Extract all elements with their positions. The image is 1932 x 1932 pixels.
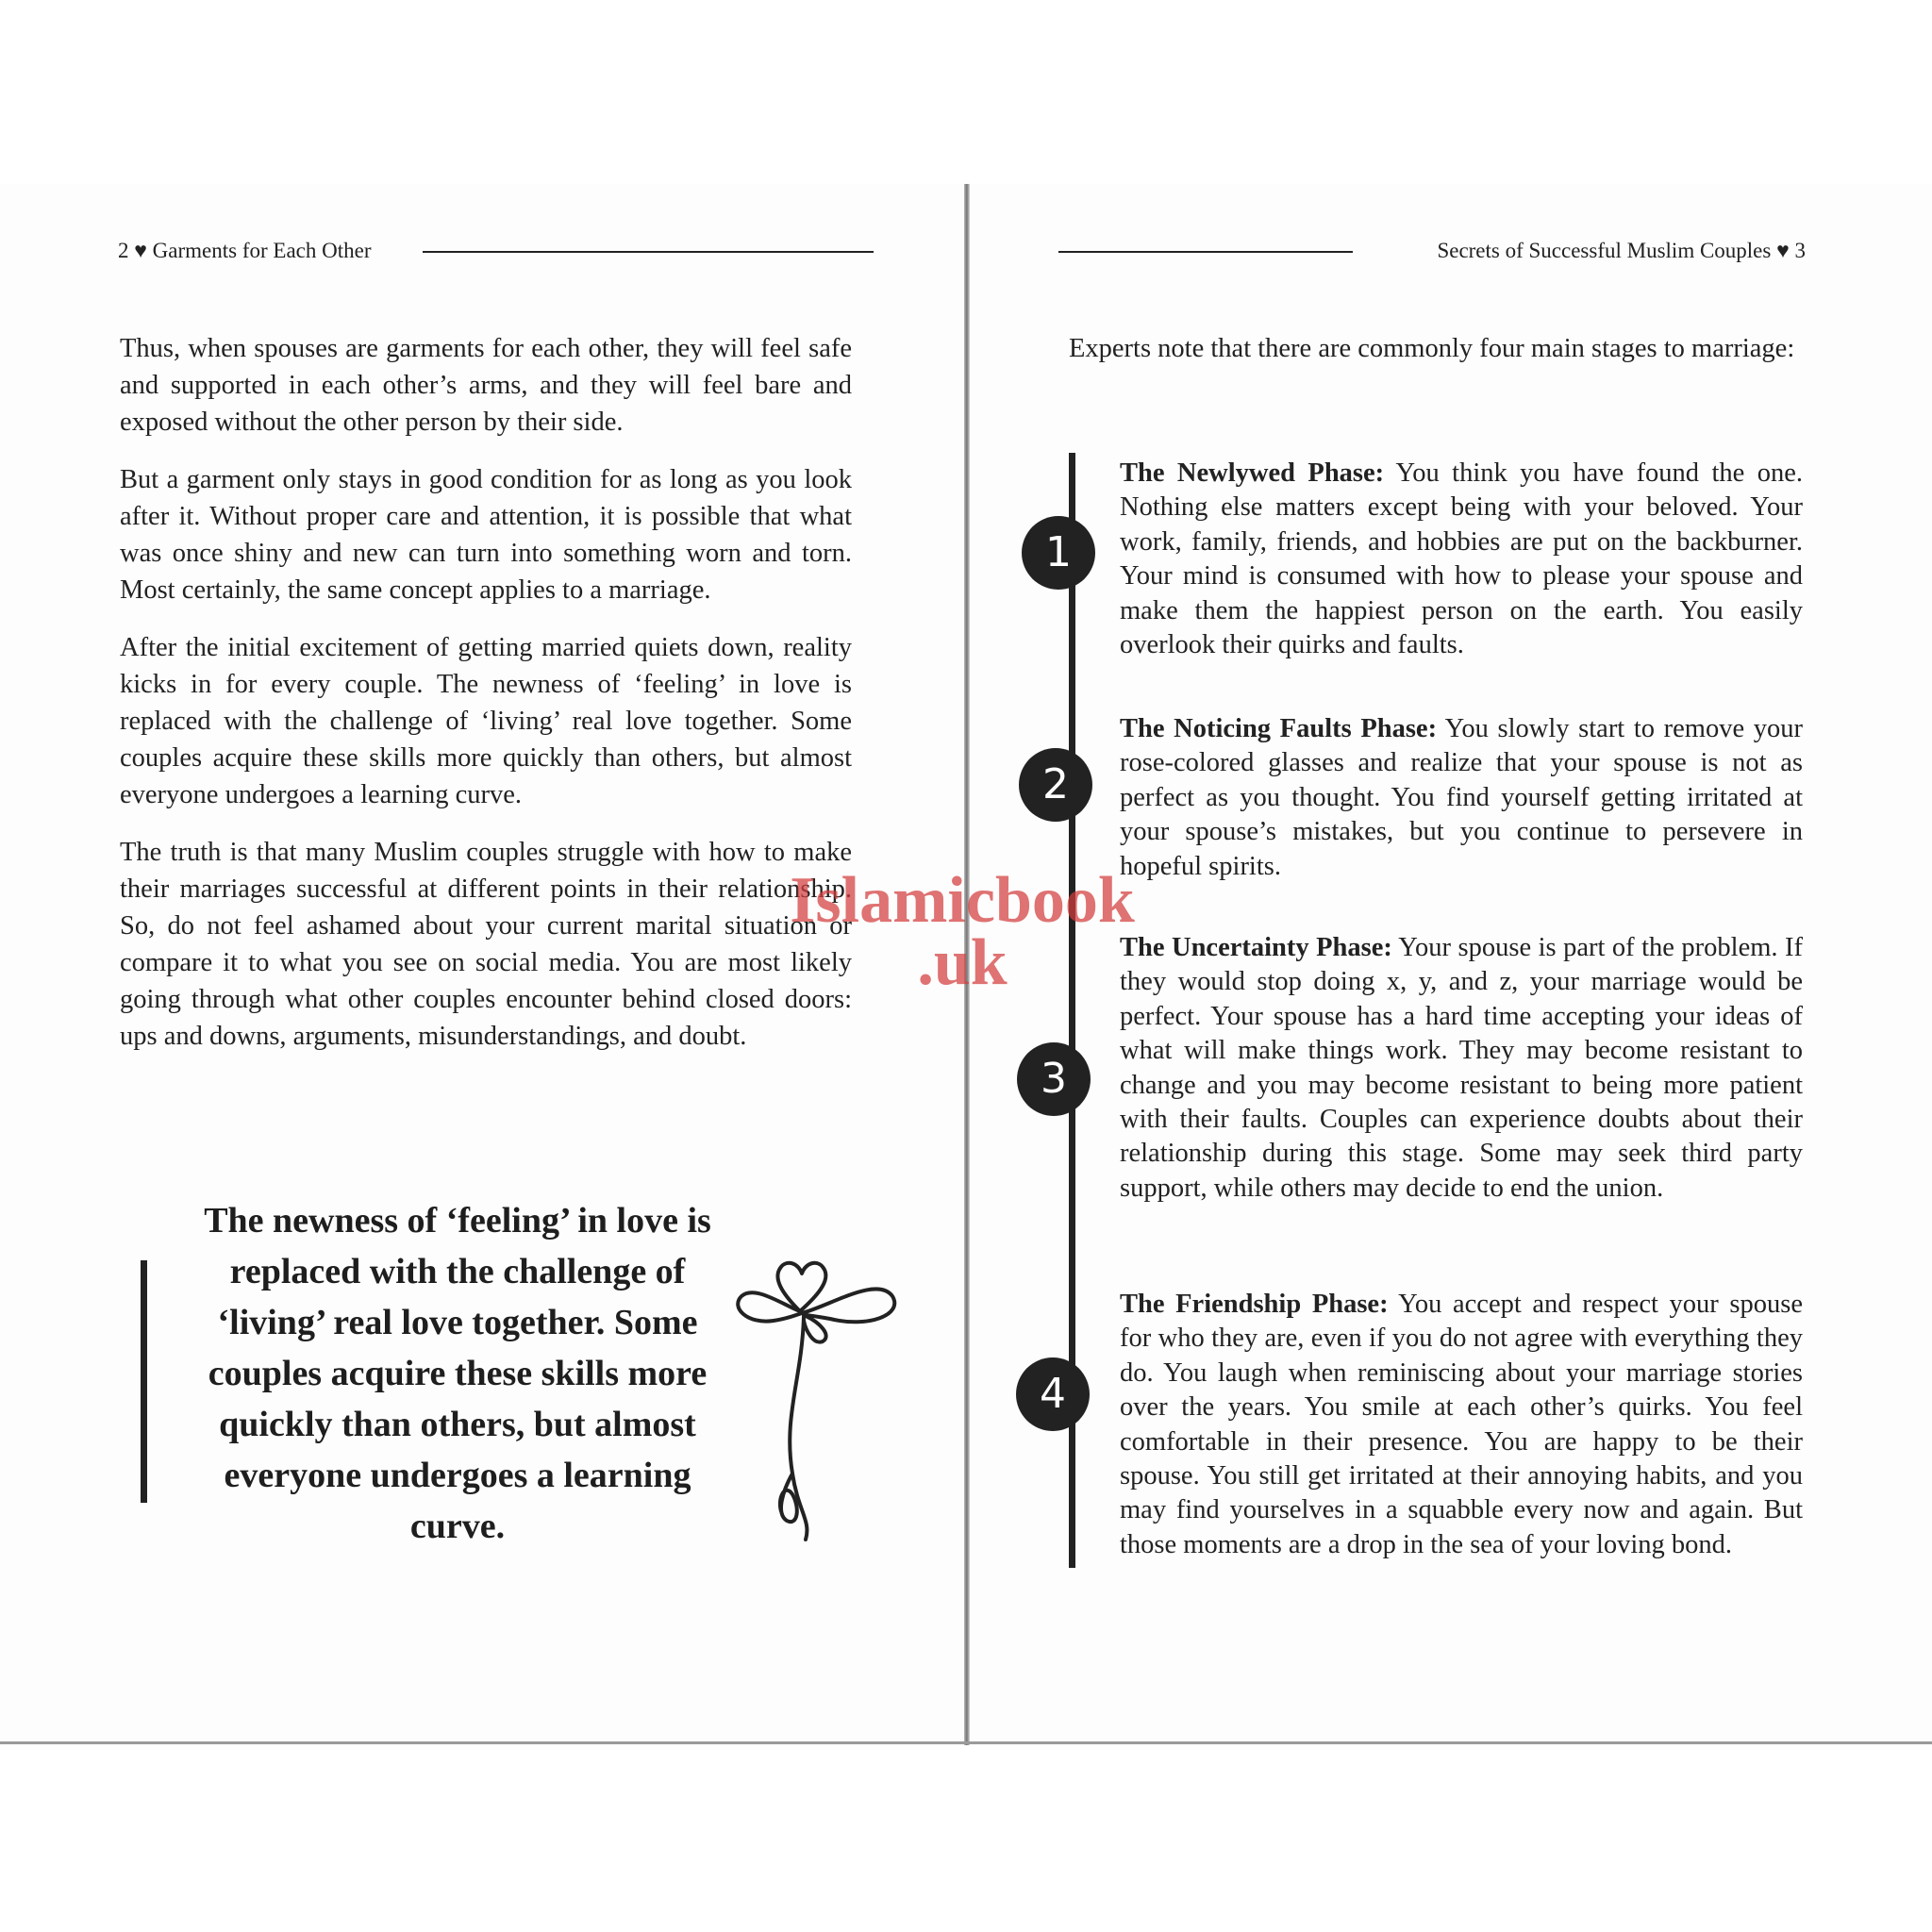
right-page-number: 3 bbox=[1794, 239, 1806, 262]
watermark-line: .uk bbox=[917, 926, 1008, 999]
phase-item bbox=[1120, 457, 1803, 662]
watermark-line: Islamicbook bbox=[790, 864, 1135, 937]
pull-quote-bar bbox=[141, 1260, 147, 1503]
phase-title: The Newlywed Phase: bbox=[1120, 458, 1385, 488]
phase-title: The Noticing Faults Phase: bbox=[1120, 714, 1438, 743]
heart-icon: ♥ bbox=[1776, 239, 1790, 262]
right-page-header bbox=[1437, 239, 1806, 263]
phase-number-badge: 4 bbox=[1016, 1357, 1090, 1431]
heart-flower-icon bbox=[726, 1238, 906, 1558]
pull-quote: The newness of ‘feeling’ in love is replaced with the challenge of ‘living’ real love together. Some couples acquire these skills more quickly than others, but almost everyone undergoes a learning curve. bbox=[204, 1201, 711, 1546]
paragraph: After the initial excitement of getting married quiets down, reality kicks in for every couple. The newness of ‘feeling’ in love is replaced with the challenge of ‘living’ real love together. Some couples acquire these skills more quickly than others, but almost everyone undergoes a learning curve. bbox=[120, 633, 852, 809]
paragraph: Thus, when spouses are garments for each other, they will feel safe and supported in each other’s arms, and they will feel bare and exposed without the other person by their side. bbox=[120, 334, 852, 437]
watermark bbox=[774, 864, 1151, 999]
heart-icon: ♥ bbox=[134, 239, 147, 262]
phase-number-badge: 1 bbox=[1022, 516, 1095, 590]
left-page-number: 2 bbox=[118, 239, 129, 262]
left-header-title: Garments for Each Other bbox=[152, 239, 372, 262]
phase-text: Your spouse is part of the problem. If they would stop doing x, y, and z, your marriage would be perfect. Your spouse has a hard time accepting your ideas of what will make things work. They may become resistant to change and you may become resistant to being more patient with their faults. Couples can experience doubts about their relationship during this stage. Some may seek third party support, while others may decide to end the union. bbox=[1120, 933, 1803, 1203]
phase-item bbox=[1120, 931, 1803, 1206]
right-header-rule bbox=[1058, 251, 1353, 253]
right-header-title: Secrets of Successful Muslim Couples bbox=[1437, 239, 1772, 262]
phase-title: The Uncertainty Phase: bbox=[1120, 933, 1392, 962]
phase-number-badge: 2 bbox=[1019, 748, 1092, 822]
left-page-header bbox=[118, 239, 371, 263]
phase-number-badge: 3 bbox=[1017, 1042, 1091, 1116]
phase-item bbox=[1120, 1288, 1803, 1562]
phase-text: You think you have found the one. Nothing else matters except being with your beloved. Your work, family, friends, and hobbies are put on the backburner. Your mind is consumed with how to please your spouse and make them the happiest person on the earth. You easily overlook their quirks and faults. bbox=[1120, 458, 1803, 660]
left-header-rule bbox=[423, 251, 874, 253]
page-bottom-edge bbox=[0, 1741, 1932, 1744]
phase-item bbox=[1120, 712, 1803, 884]
left-page-body bbox=[120, 330, 852, 1075]
phase-text: You slowly start to remove your rose-colored glasses and realize that your spouse is not as perfect as you thought. You find yourself getting irritated at your spouse’s mistakes, but you continue to persevere in hopeful spirits. bbox=[1120, 714, 1803, 881]
phase-title: The Friendship Phase: bbox=[1120, 1290, 1389, 1319]
intro-text: Experts note that there are commonly four main stages to marriage: bbox=[1069, 334, 1795, 363]
phase-text: You accept and respect your spouse for who they are, even if you do not agree with everything they do. You laugh when reminiscing about your marriage stories over the years. You smile at each other’s quirks. You feel comfortable in their presence. You are happy to be their spouse. You still get irritated at their annoying habits, and you may find yourselves in a squabble every now and again. But those moments are a drop in the sea of your loving bond. bbox=[1120, 1290, 1803, 1559]
paragraph: But a garment only stays in good condition for as long as you look after it. Without proper care and attention, it is possible that what was once shiny and new can turn into something worn and torn. Most certainly, the same concept applies to a marriage. bbox=[120, 465, 852, 605]
paragraph: The truth is that many Muslim couples struggle with how to make their marriages successful at different points in their relationship. So, do not feel ashamed about your current marital situation or compare it to what you see on social media. You are most likely going through what other couples encounter behind closed doors: ups and downs, arguments, misunderstandings, and doubt. bbox=[120, 838, 852, 1051]
